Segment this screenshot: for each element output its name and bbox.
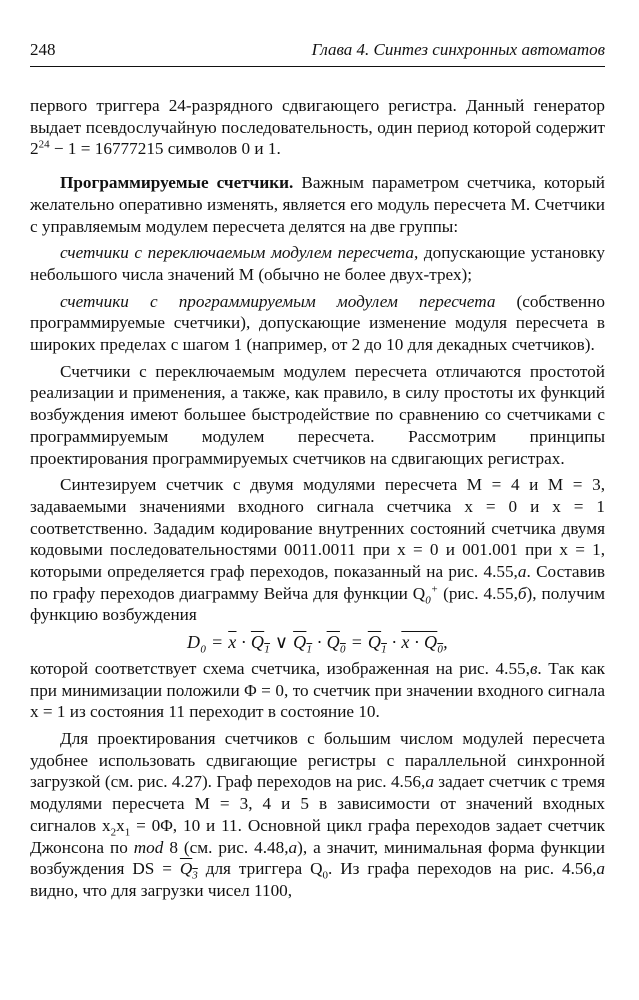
- page-number: 248: [30, 40, 56, 59]
- chapter-title: Глава 4. Синтез синхронных автоматов: [311, 40, 605, 59]
- paragraph-7: которой соответствует схема счетчика, изображенная на рис. 4.55,в. Так как при минимизации положили Φ = 0, то счетчик при значении входного сигнала x = 1 из состояния 11 переходит в состояние 10.: [30, 658, 605, 722]
- page-header: [30, 40, 605, 67]
- paragraph-6: Синтезируем счетчик с двумя модулями пересчета M = 4 и M = 3, задаваемыми значениями входного сигнала счетчика x = 0 и x = 1 соответственно. Зададим кодирование внутренних состояний счетчика двумя кодовыми последовательностями 0011.0011 при x = 0 и 001.001 при x = 1, которыми определяется граф переходов, показанный на рис. 4.55,а. Составив по графу переходов диаграмму Вейча для функции $Q_0^+$ (рис. 4.55,б), получим функцию возбуждения: [30, 475, 605, 625]
- term-switchable: счетчики с переключаемым модулем пересчета: [60, 243, 415, 263]
- book-page: [30, 40, 605, 902]
- section-heading: Программируемые счетчики.: [60, 173, 294, 193]
- page-body: [30, 95, 605, 902]
- paragraph-8: Для проектирования счетчиков с большим числом модулей пересчета удобнее использовать сдвигающие регистры с параллельной синхронной загрузкой (см. рис. 4.27). Граф переходов на рис. 4.56,а задает счетчик с тремя модулями пересчета M = 3, 4 и 5 в зависимости от значений входных сигналов $x_2x_1 = 0\Phi$, 10 и 11. Основной цикл графа переходов задает счетчик Джонсона по mod 8 (см. рис. 4.48,а), а значит, минимальная форма функции возбуждения DS = $Q_3$ для триггера $Q_0$. Из графа переходов на рис. 4.56,а видно, что для загрузки чисел 1100,: [30, 728, 605, 900]
- paragraph-4: счетчики с программируемым модулем пересчета (собственно программируемые счетчики), допускающие изменение модуля пересчета в широких пределах с шагом 1 (например, от 2 до 10 для декадных счетчиков).: [30, 291, 606, 355]
- formula-d0: $D_0 = \overline{x} \cdot Q_1$ ∨ $Q_1 \cdot Q_0 = Q_1 \cdot x \cdot Q_0$,: [187, 632, 448, 656]
- paragraph-5: Счетчики с переключаемым модулем пересчета отличаются простотой реализации и применения, а также, как правило, в силу простоты их функций возбуждения имеют большее быстродействие по сравнению со счетчиками с программируемым модулем пересчета. Рассмотрим принципы проектирования программируемых счетчиков на сдвигающих регистрах.: [30, 361, 605, 468]
- term-programmable: счетчики с программируемым модулем пересчета: [60, 291, 496, 311]
- paragraph-1: первого триггера 24-разрядного сдвигающего регистра. Данный генератор выдает псевдослучайную последовательность, один период которой содержит $2^{24} - 1 = 16777215$ символов 0 и 1.: [30, 96, 605, 159]
- paragraph-2: Программируемые счетчики. Важным параметром счетчика, который желательно оперативно изменять, является его модуль пересчета M. Счетчики с управляемым модулем пересчета делятся на две группы:: [30, 173, 605, 236]
- paragraph-3: счетчики с переключаемым модулем пересчета, допускающие установку небольшого числа значений M (обычно не более двух-трех);: [30, 243, 605, 284]
